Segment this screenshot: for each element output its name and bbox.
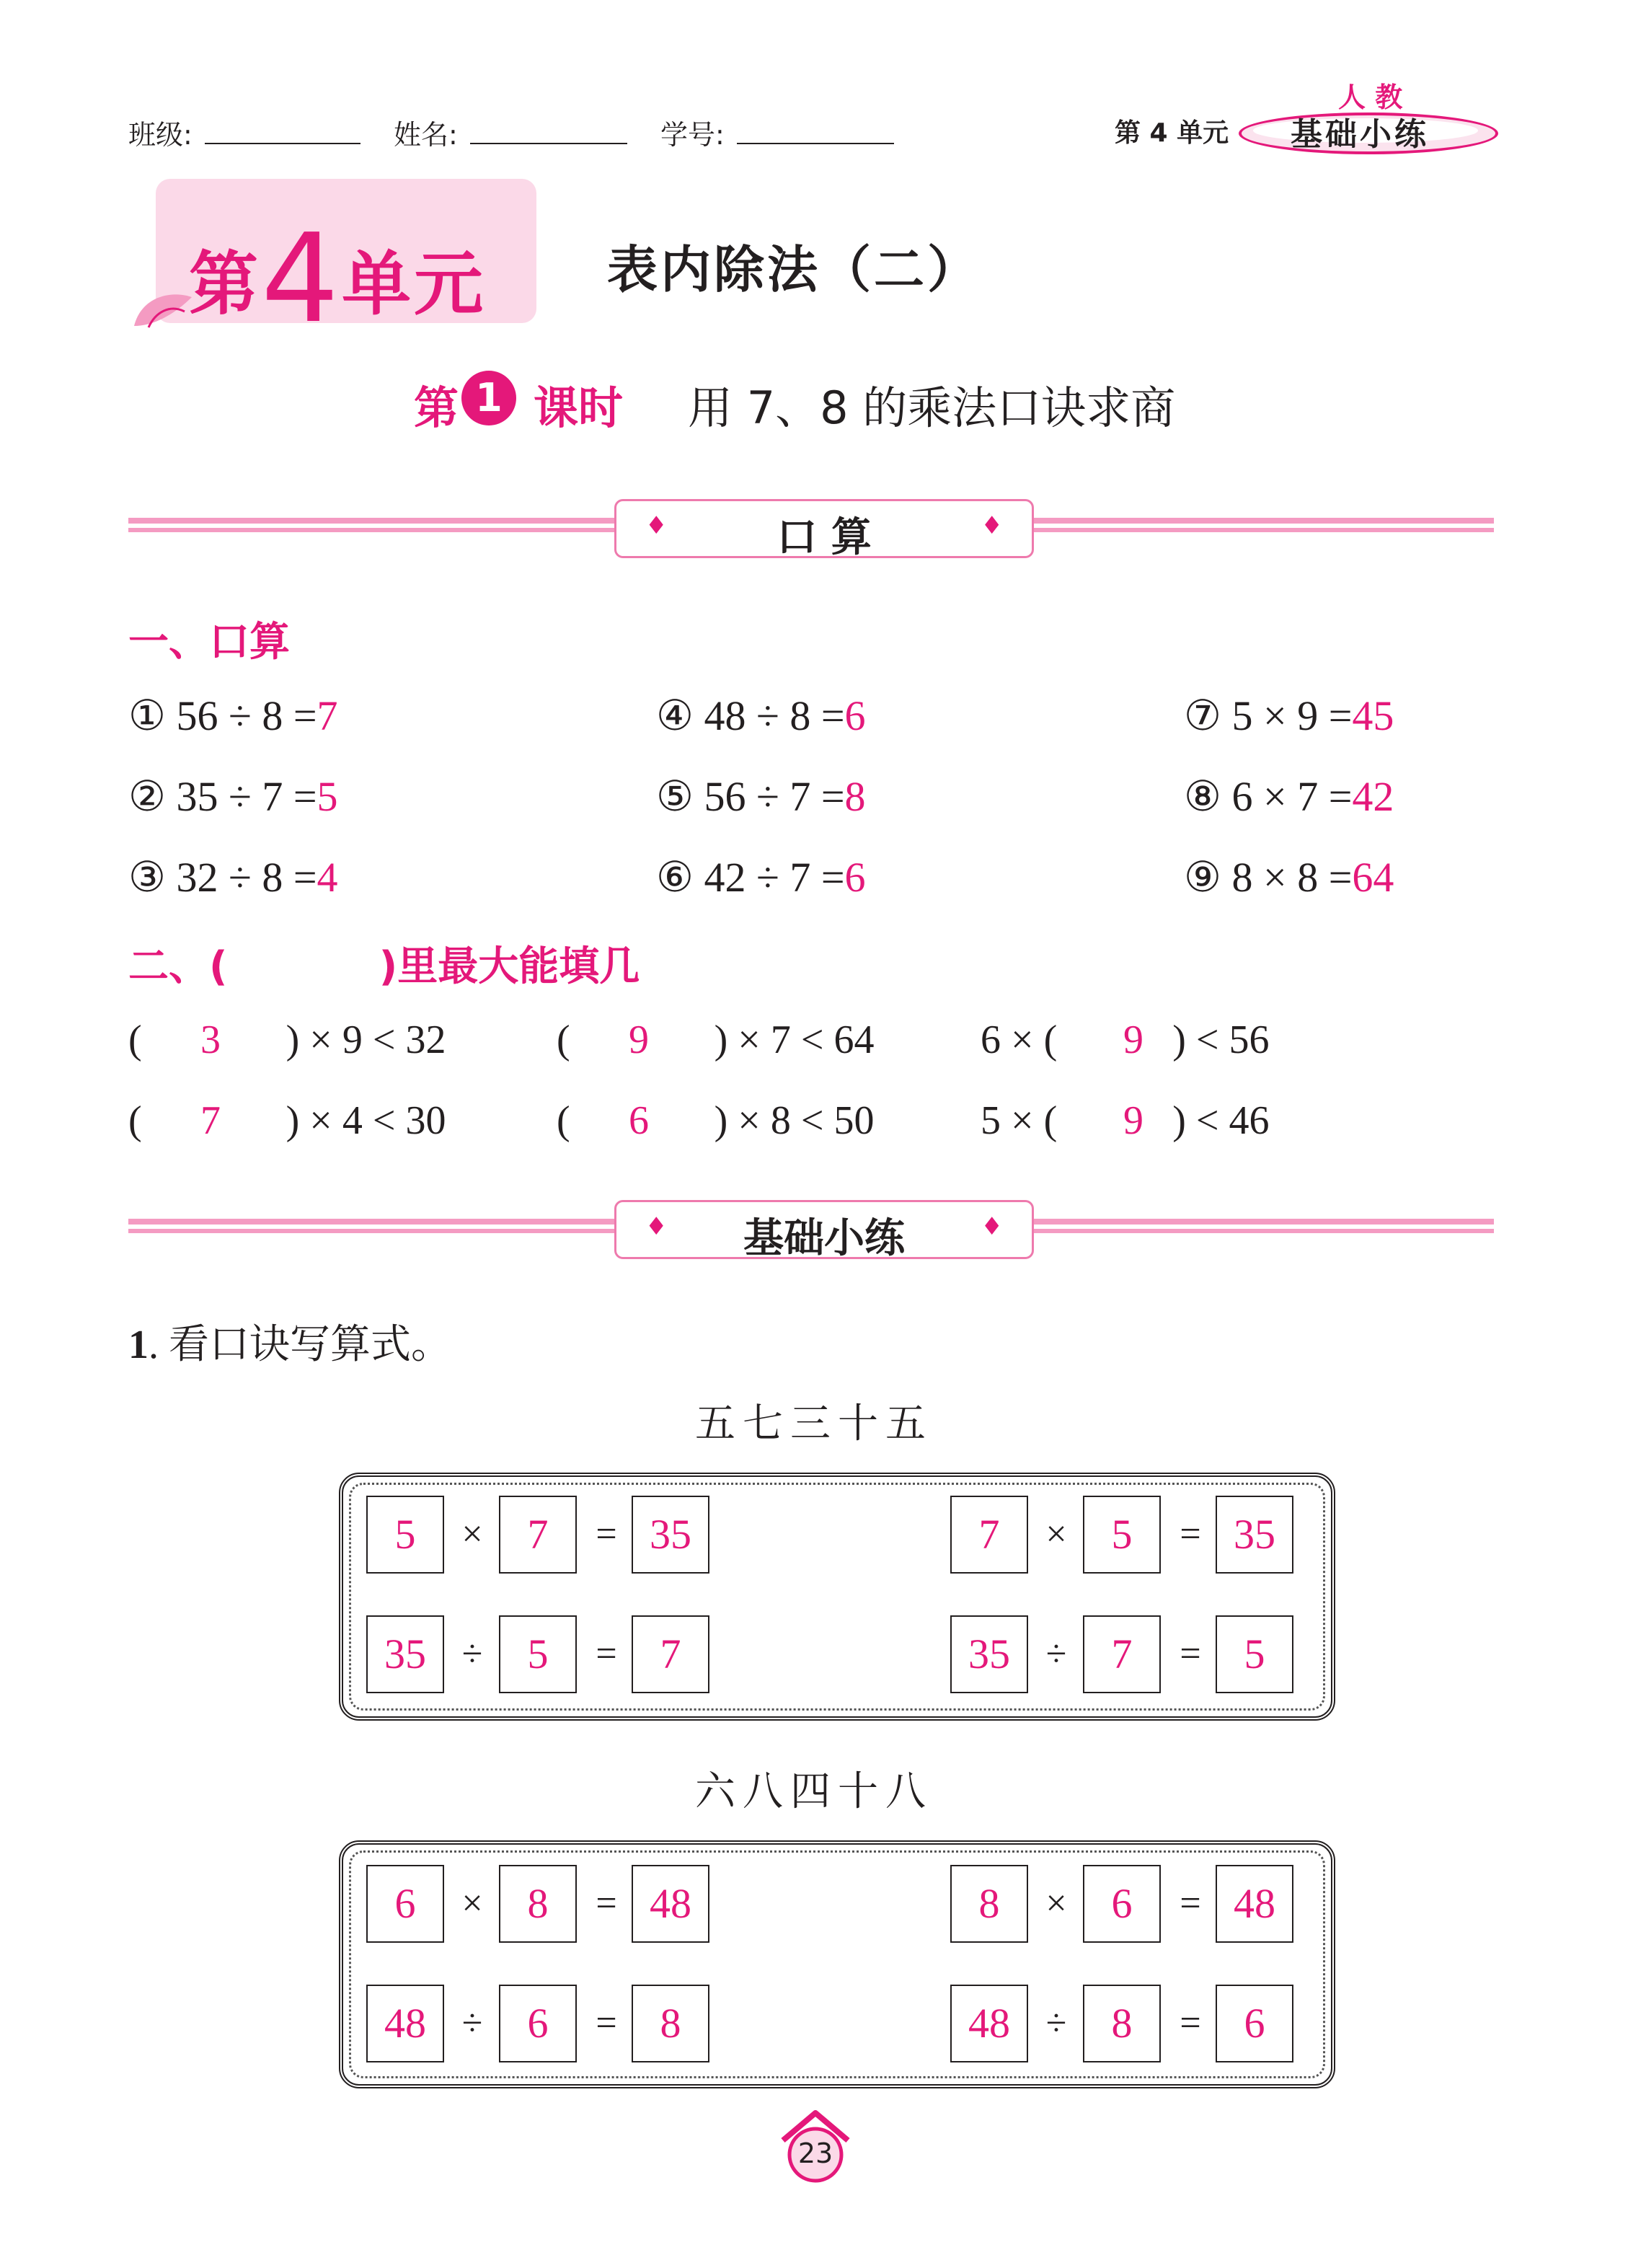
answer-box[interactable]: 6 [499, 1985, 577, 2062]
answer-box[interactable]: 7 [950, 1496, 1028, 1574]
diamond-icon: ♦ [981, 1212, 1003, 1241]
operator: × [1045, 1883, 1067, 1924]
verse-2: 六八四十八 [695, 1770, 933, 1814]
operator: ÷ [461, 1633, 483, 1674]
brand-publisher: 人 教 [1338, 81, 1403, 113]
answer-box[interactable]: 5 [1216, 1615, 1293, 1693]
diamond-icon: ♦ [645, 511, 668, 540]
class-field[interactable] [205, 143, 360, 144]
q2-item: 6 × ( ) < 56 9 [981, 1018, 1270, 1062]
q1-item: ⑥ 42 ÷ 7 =6 [656, 854, 866, 901]
brand-title: 基础小练 [1291, 116, 1429, 153]
equals-sign: = [1180, 1633, 1201, 1674]
q2-item: ( ) × 4 < 30 7 [128, 1098, 446, 1143]
diamond-icon: ♦ [645, 1212, 668, 1241]
equals-sign: = [596, 2003, 617, 2044]
section-divider-basic [128, 1212, 1494, 1262]
id-label: 学号: [660, 119, 725, 151]
lesson-prefix: 第 [414, 381, 459, 434]
class-label: 班级: [128, 119, 193, 151]
exercise1-title: 1. 看口诀写算式。 [128, 1323, 451, 1367]
unit-badge-prefix: 第 [189, 244, 261, 325]
leaf-icon [127, 283, 199, 333]
unit-title: 表内除法（二） [607, 240, 981, 299]
operator: ÷ [1045, 1633, 1067, 1674]
q2-item: 5 × ( ) < 46 9 [981, 1098, 1270, 1143]
lesson-title: 用 7、8 的乘法口诀求商 [688, 381, 1176, 434]
answer-box[interactable]: 8 [1083, 1985, 1161, 2062]
operator: × [1045, 1514, 1067, 1555]
q2-item: ( ) × 9 < 32 3 [128, 1018, 446, 1062]
operator: × [461, 1514, 483, 1555]
answer-box[interactable]: 6 [1216, 1985, 1293, 2062]
diamond-icon: ♦ [981, 511, 1003, 540]
answer-box[interactable]: 5 [366, 1496, 444, 1574]
q1-item: ③ 32 ÷ 8 =4 [128, 854, 338, 901]
q2-item: ( ) × 7 < 64 9 [557, 1018, 875, 1062]
q1-item: ② 35 ÷ 7 =5 [128, 773, 338, 820]
equals-sign: = [1180, 2003, 1201, 2044]
answer-box[interactable]: 35 [632, 1496, 709, 1574]
answer-box[interactable]: 48 [632, 1865, 709, 1943]
equals-sign: = [596, 1883, 617, 1924]
q2-item: ( ) × 8 < 50 6 [557, 1098, 875, 1143]
equals-sign: = [596, 1633, 617, 1674]
q1-item: ⑨ 8 × 8 =64 [1184, 854, 1394, 901]
equals-sign: = [596, 1514, 617, 1555]
equals-sign: = [1180, 1514, 1201, 1555]
answer-box[interactable]: 8 [950, 1865, 1028, 1943]
id-field[interactable] [737, 143, 894, 144]
answer-box[interactable]: 35 [366, 1615, 444, 1693]
page-number: 23 [797, 2137, 833, 2169]
q1-item: ⑦ 5 × 9 =45 [1184, 692, 1394, 739]
operator: ÷ [461, 2003, 483, 2044]
unit-badge-number: 4 [261, 208, 342, 350]
name-field[interactable] [470, 143, 627, 144]
lesson-number-badge: 1 [461, 371, 516, 425]
answer-box[interactable]: 8 [499, 1865, 577, 1943]
answer-box[interactable]: 7 [1083, 1615, 1161, 1693]
section-divider-oral [128, 511, 1494, 561]
answer-box[interactable]: 48 [366, 1985, 444, 2062]
q1-item: ① 56 ÷ 8 =7 [128, 692, 338, 739]
section-title-basic: 基础小练 [743, 1215, 905, 1262]
q1-item: ④ 48 ÷ 8 =6 [656, 692, 866, 739]
answer-box[interactable]: 7 [632, 1615, 709, 1693]
q1-title: 一、口算 [128, 619, 290, 666]
answer-box[interactable]: 35 [1216, 1496, 1293, 1574]
answer-box[interactable]: 6 [1083, 1865, 1161, 1943]
answer-box[interactable]: 6 [366, 1865, 444, 1943]
operator: × [461, 1883, 483, 1924]
q1-item: ⑧ 6 × 7 =42 [1184, 773, 1394, 820]
answer-box[interactable]: 35 [950, 1615, 1028, 1693]
answer-box[interactable]: 7 [499, 1496, 577, 1574]
unit-badge-suffix: 单元 [342, 244, 487, 325]
q1-item: ⑤ 56 ÷ 7 =8 [656, 773, 866, 820]
answer-box[interactable]: 5 [499, 1615, 577, 1693]
unit-badge-text [189, 195, 487, 350]
unit-label: 第 4 单元 [1115, 118, 1229, 148]
answer-box[interactable]: 8 [632, 1985, 709, 2062]
answer-box[interactable]: 5 [1083, 1496, 1161, 1574]
verse-1: 五七三十五 [695, 1402, 933, 1447]
operator: ÷ [1045, 2003, 1067, 2044]
answer-box[interactable]: 48 [950, 1985, 1028, 2062]
section-title-oral: 口 算 [777, 514, 872, 561]
name-label: 姓名: [394, 119, 458, 151]
q2-title: 二、( )里最大能填几 [128, 943, 640, 990]
lesson-suffix: 课时 [534, 381, 624, 434]
answer-box[interactable]: 48 [1216, 1865, 1293, 1943]
equals-sign: = [1180, 1883, 1201, 1924]
